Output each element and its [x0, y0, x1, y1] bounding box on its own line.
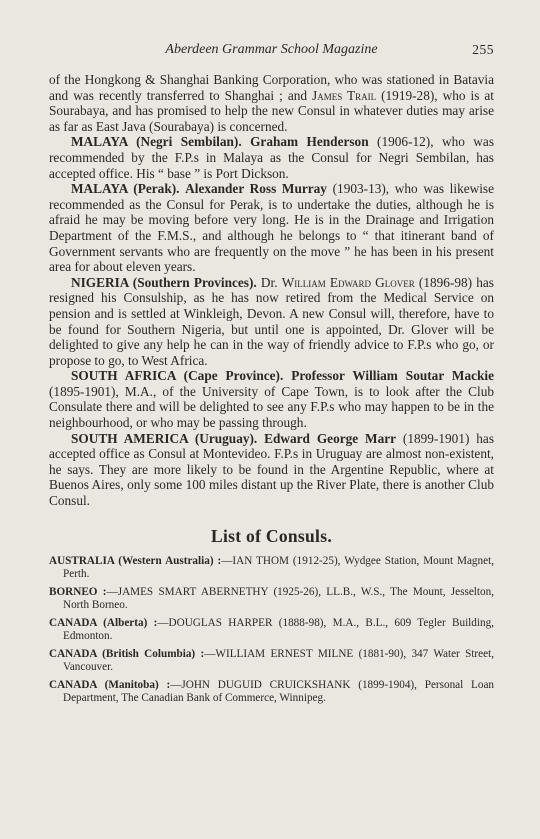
paragraph-malaya-negri-sembilan — [49, 134, 494, 181]
paragraph-text: (1903-13), who was likewise recommended as the Consul for Perak, is to undertake the duties, although he is afraid he may be moving before very long. He is in the Drainage and Irrigation Department of the F.M.S., and although he belongs to “ that itinerant band of Government servants who are frequently on the move ” he has been in his present area for about eleven years. — [49, 181, 494, 275]
consul-list — [49, 555, 494, 705]
consul-entry — [49, 679, 494, 705]
magazine-title: Aberdeen Grammar School Magazine — [165, 42, 378, 57]
consul-country: AUSTRALIA (Western Australia) : — [49, 554, 222, 567]
consul-details: —JOHN DUGUID CRUICKSHANK (1899-1904), Personal Loan Department, The Canadian Bank of Commerce, Winnipeg. — [63, 678, 495, 704]
person-name: Edward George Marr — [264, 430, 397, 446]
article-body — [49, 72, 494, 710]
paragraph-heading: SOUTH AMERICA (Uruguay). — [71, 430, 258, 446]
person-name: William Edward Glover — [281, 274, 415, 290]
consul-entry — [49, 555, 494, 581]
person-name: Professor William Soutar Mackie — [291, 368, 495, 384]
consul-entry — [49, 617, 494, 643]
consul-country: BORNEO : — [49, 585, 107, 598]
paragraph-text: of the Hongkong & Shanghai Banking Corporation, who was stationed in Batavia and was recently transferred to Shanghai ; and — [49, 72, 494, 103]
paragraph-heading: SOUTH AFRICA (Cape Province). — [71, 368, 284, 384]
paragraph-text: (1899-1901) has accepted office as Consul at Montevideo. F.P.s in Uruguay are almost non-existent, he says. They are more likely to be found in the Argentine Republic, where at Buenos Aires, only some 100 miles distant up the River Plate, there is another Club Consul. — [49, 430, 494, 509]
page-number: 255 — [472, 42, 494, 57]
person-prefix: Dr. — [260, 274, 278, 290]
paragraph-nigeria — [49, 275, 494, 369]
person-name: Graham Henderson — [250, 134, 369, 150]
paragraph-malaya-perak — [49, 181, 494, 275]
consul-country: CANADA (Manitoba) : — [49, 678, 171, 691]
person-name: James Trail — [312, 87, 377, 103]
paragraph-south-africa — [49, 368, 494, 430]
list-of-consuls-heading: List of Consuls. — [210, 525, 332, 546]
consul-country: CANADA (British Columbia) : — [49, 647, 205, 660]
consul-details: —DOUGLAS HARPER (1888-98), M.A., B.L., 609 Tegler Building, Edmonton. — [63, 616, 494, 642]
consul-entry — [49, 648, 494, 674]
consul-details: —IAN THOM (1912-25), Wydgee Station, Mount Magnet, Perth. — [63, 554, 494, 580]
paragraph-heading: MALAYA (Negri Sembilan). — [71, 134, 242, 150]
paragraph-text: (1896-98) has resigned his Consulship, as he has now retired from the Medical Service on pension and is settled at Winkleigh, Devon. A new Consul will, therefore, have to be found for Southern Nigeria, but until one is appointed, Dr. Glover will be delighted to give any help he can in the way of friendly advice to F.P.s who go, or propose to go, to West Africa. — [49, 274, 494, 368]
paragraph-heading: NIGERIA (Southern Provinces). — [71, 274, 257, 290]
consul-country: CANADA (Alberta) : — [49, 616, 158, 629]
paragraph-text: (1895-1901), M.A., of the University of Cape Town, is to look after the Club Consulate there and will be delighted to see any F.P.s who may happen to be in the neighbourhood, or who may be passing through. — [49, 383, 494, 431]
person-name: Alexander Ross Murray — [185, 181, 327, 197]
paragraph-text: (1906-12), who was recommended by the F.P.s in Malaya as the Consul for Negri Sembilan, has accepted office. His “ base ” is Port Dickson. — [49, 134, 494, 181]
consul-details: —JAMES SMART ABERNETHY (1925-26), LL.B., W.S., The Mount, Jesselton, North Borneo. — [63, 585, 494, 611]
paragraph-heading: MALAYA (Perak). — [71, 181, 180, 197]
running-head — [49, 42, 494, 62]
paragraph-text: (1919-28), who is at Sourabaya, and has promised to help the new Consul in whatever duties may arise as far as East Java (Sourabaya) is concerned. — [49, 87, 494, 134]
consul-details: —WILLIAM ERNEST MILNE (1881-90), 347 Water Street, Vancouver. — [63, 647, 494, 673]
paragraph-south-america — [49, 431, 494, 509]
paragraph-continuation — [49, 72, 494, 134]
consul-entry — [49, 586, 494, 612]
